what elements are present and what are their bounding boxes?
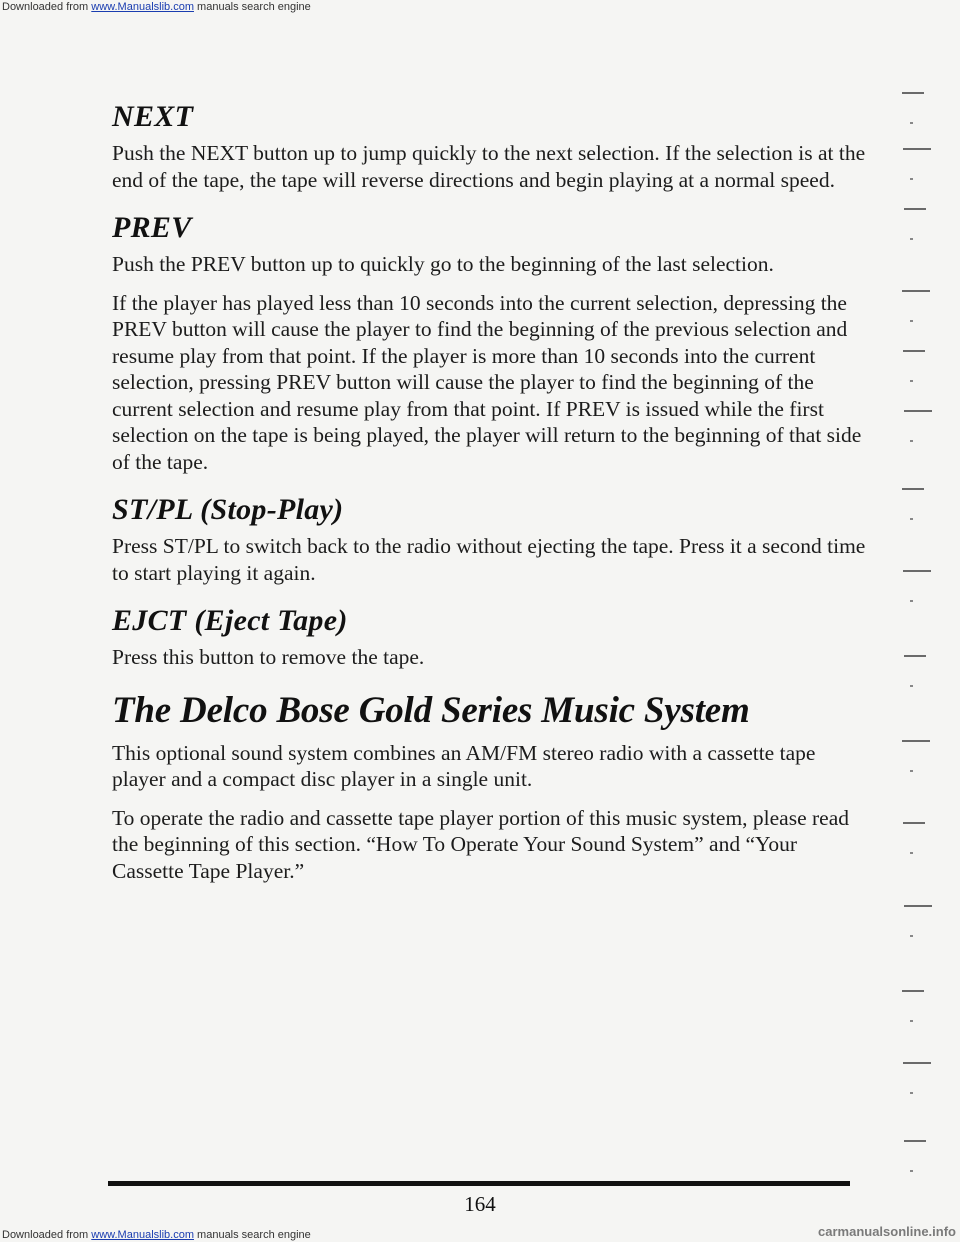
section-paragraph: Push the NEXT button up to jump quickly to the next selection. If the selection is at the end of the tape, the tape will reverse directions and begin playing at a normal speed. [112,141,866,192]
footer-rule [108,1181,850,1186]
margin-tick [904,208,926,210]
header-prefix: Downloaded from [2,1,89,13]
margin-dot [910,1020,913,1022]
watermark-logo: carmanualsonline.info [818,1224,956,1239]
header-link[interactable]: www.Manualslib.com [91,1,194,13]
margin-tick [902,488,924,490]
section-prev [112,211,872,475]
margin-tick [902,990,924,992]
margin-tick [903,822,925,824]
header-suffix: manuals search engine [197,1,311,13]
download-footer [0,1228,960,1242]
margin-tick [902,740,930,742]
margin-dot [910,1170,913,1172]
margin-dot [910,518,913,520]
margin-tick [904,655,926,657]
margin-tick [903,350,925,352]
section-paragraph: Press this button to remove the tape. [112,645,425,669]
section-ejct [112,604,872,671]
margin-tick [902,290,930,292]
footer-link[interactable]: www.Manualslib.com [91,1229,194,1241]
section-paragraph: Press ST/PL to switch back to the radio without ejecting the tape. Press it a second time to start playing it again. [112,534,866,585]
margin-dot [910,238,913,240]
margin-tick [904,1140,926,1142]
margin-dot [910,935,913,937]
section-title-stpl: ST/PL (Stop-Play) [112,493,344,526]
margin-tick [902,92,924,94]
footer-suffix: manuals search engine [197,1229,311,1241]
margin-tick [903,570,931,572]
margin-dot [910,770,913,772]
margin-tick [904,905,932,907]
footer-prefix: Downloaded from [2,1229,89,1241]
section-next [112,100,872,193]
margin-tick [903,148,931,150]
margin-dot [910,1092,913,1094]
margin-dot [910,600,913,602]
margin-dot [910,852,913,854]
section-paragraph: Push the PREV button up to quickly go to the beginning of the last selection. [112,252,774,276]
section-title-ejct: EJCT (Eject Tape) [112,604,348,637]
page-content [112,100,872,902]
margin-dot [910,122,913,124]
section-title-prev: PREV [112,211,192,244]
section-stpl [112,493,872,586]
section-delco-bose [112,689,872,885]
section-title-next: NEXT [112,100,194,133]
section-paragraph: This optional sound system combines an AM/FM stereo radio with a cassette tape player and a compact disc player in a single unit. [112,740,816,791]
main-section-title: The Delco Bose Gold Series Music System [112,689,750,731]
margin-dot [910,685,913,687]
margin-dot [910,320,913,322]
page-number: 164 [464,1192,496,1216]
margin-dot [910,380,913,382]
margin-tick [904,410,932,412]
margin-dot [910,440,913,442]
margin-tick [903,1062,931,1064]
margin-dot [910,178,913,180]
section-paragraph: To operate the radio and cassette tape player portion of this music system, please read the beginning of this section. “How To Operate Your Sound System” and “Your Cassette Tape Player.” [112,805,850,883]
section-paragraph: If the player has played less than 10 seconds into the current selection, depressing the PREV button will cause the player to find the beginning of the previous selection and resume play from that point. If the player is more than 10 seconds into the current selection, pressing PREV button will cause the player to find the beginning of the current selection and resume play from that point. If PREV is issued while the first selection on the tape is being played, the player will return to the beginning of that side of the tape. [112,290,862,474]
download-header [0,0,960,14]
